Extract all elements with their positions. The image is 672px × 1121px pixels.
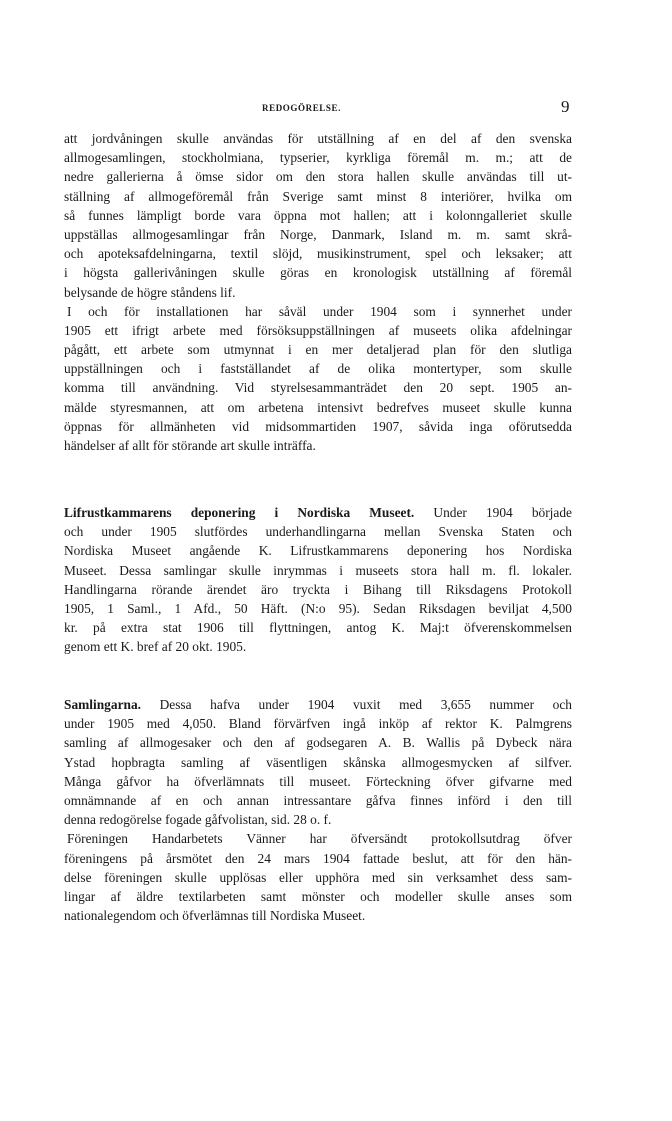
section-lifrustkammaren	[64, 503, 572, 657]
text-line: Handlingarna rörande ärendet äro tryckta i Bihang till Riksdagens Protokoll	[64, 581, 572, 597]
text-line: händelser af allt för störande art skulle inträffa.	[64, 438, 316, 453]
text-run: Under 1904 började	[414, 505, 572, 520]
text-line: uppställas allmogesamlingar från Norge, Danmark, Island m. m. samt skrå-	[64, 226, 572, 242]
text-run: Dessa hafva under 1904 vuxit med 3,655 nummer och	[141, 697, 572, 712]
text-line: Nordiska Museet angående K. Lifrustkammarens deponering hos Nordiska	[64, 543, 572, 559]
text-line: 1905 ett ifrigt arbete med försöksuppställningen af museets olika afdelningar	[64, 322, 572, 338]
text-line: öppnas för allmänheten vid midsommartiden 1907, såvida inga oförutsedda	[64, 418, 572, 434]
text-line: denna redogörelse fogade gåfvolistan, sid. 28 o. f.	[64, 812, 332, 828]
text-line: nationalegendom och öfverlämnas till Nordiska Museet.	[64, 908, 366, 924]
section-heading: Lifrustkammarens deponering i Nordiska Museet.	[64, 505, 415, 520]
text-line: omnämnande af en och annan intressantare gåfva finnes införd i den till	[64, 792, 572, 808]
text-line: i högsta gallerivåningen skulle göras en kronologisk utställning af föremål	[64, 265, 572, 281]
text-line: Föreningen Handarbetets Vänner har öfversändt protokollsutdrag öfver	[67, 831, 572, 847]
section-exhibition-plan	[64, 129, 572, 455]
text-line: och under 1905 slutfördes underhandlingarna mellan Svenska Staten och	[64, 524, 572, 540]
text-line	[64, 503, 572, 522]
text-line: pågått, ett arbete som utmynnat i en mer detaljerad plan för den slutliga	[64, 342, 572, 358]
text-line: att jordvåningen skulle användas för utställning af en del af den svenska	[64, 131, 572, 146]
text-line: uppställningen och i fastställandet af de olika montertyper, som skulle	[64, 361, 572, 377]
text-line: ställning af allmogeföremål från Sverige samt minst 8 interiörer, hvilka om	[64, 188, 572, 204]
section-heading: Samlingarna.	[64, 697, 142, 712]
text-line: och apoteksafdelningarna, textil slöjd, musikinstrument, spel och leksaker; att	[64, 246, 572, 262]
page-header	[0, 97, 672, 119]
text-line: genom ett K. bref af 20 okt. 1905.	[64, 639, 247, 655]
text-line: komma till användning. Vid styrelsesammanträdet den 20 sept. 1905 an-	[64, 380, 572, 396]
text-line: 1905, 1 Saml., 1 Afd., 50 Häft. (N:o 95). Sedan Riksdagen beviljat 4,500	[64, 600, 572, 616]
text-line: samling af allmogesaker och den af godsegaren A. B. Wallis på Dybeck nära	[64, 735, 572, 751]
text-line: belysande de högre ståndens lif.	[64, 284, 236, 300]
running-head: REDOGÖRELSE.	[262, 103, 341, 113]
text-line: under 1905 med 4,050. Bland förvärfven ingå inköp af rektor K. Palmgrens	[64, 716, 572, 732]
text-line: Ystad hopbragta samling af väsentligen skånska allmogesmycken af silfver.	[64, 754, 572, 770]
text-line: allmogesamlingen, stockholmiana, typserier, kyrkliga föremål m. m.; att de	[64, 150, 572, 166]
text-line: kr. på extra stat 1906 till flyttningen, antog K. Maj:t öfverenskommelsen	[64, 620, 572, 636]
text-line: föreningens på årsmötet den 24 mars 1904 fattade beslut, att för den hän-	[64, 850, 572, 866]
text-line: nedre gallerierna å ömse sidor om den stora hallen skulle användas till ut-	[64, 169, 572, 185]
text-line	[64, 695, 572, 714]
text-line: Museet. Dessa samlingar skulle inrymmas i museets stora hall m. fl. lokaler.	[64, 562, 572, 578]
text-line: delse föreningen skulle upplösas eller upphöra med sin verksamhet dess sam-	[64, 869, 572, 885]
text-line: mälde styresmannen, att om arbetena intensivt bedrefves museet skulle kunna	[64, 399, 572, 415]
page-number: 9	[561, 97, 570, 116]
text-line: så funnes lämpligt borde vara öppna mot hallen; att i kolonngalleriet skulle	[64, 207, 572, 223]
section-samlingarna	[64, 695, 572, 925]
text-line: lingar af äldre textilarbeten samt mönster och modeller skulle anses som	[64, 888, 572, 904]
text-line: I och för installationen har såväl under 1904 som i synnerhet under	[67, 303, 572, 319]
text-line: Många gåfvor ha öfverlämnats till museet. Förteckning öfver gifvarne med	[64, 773, 572, 789]
